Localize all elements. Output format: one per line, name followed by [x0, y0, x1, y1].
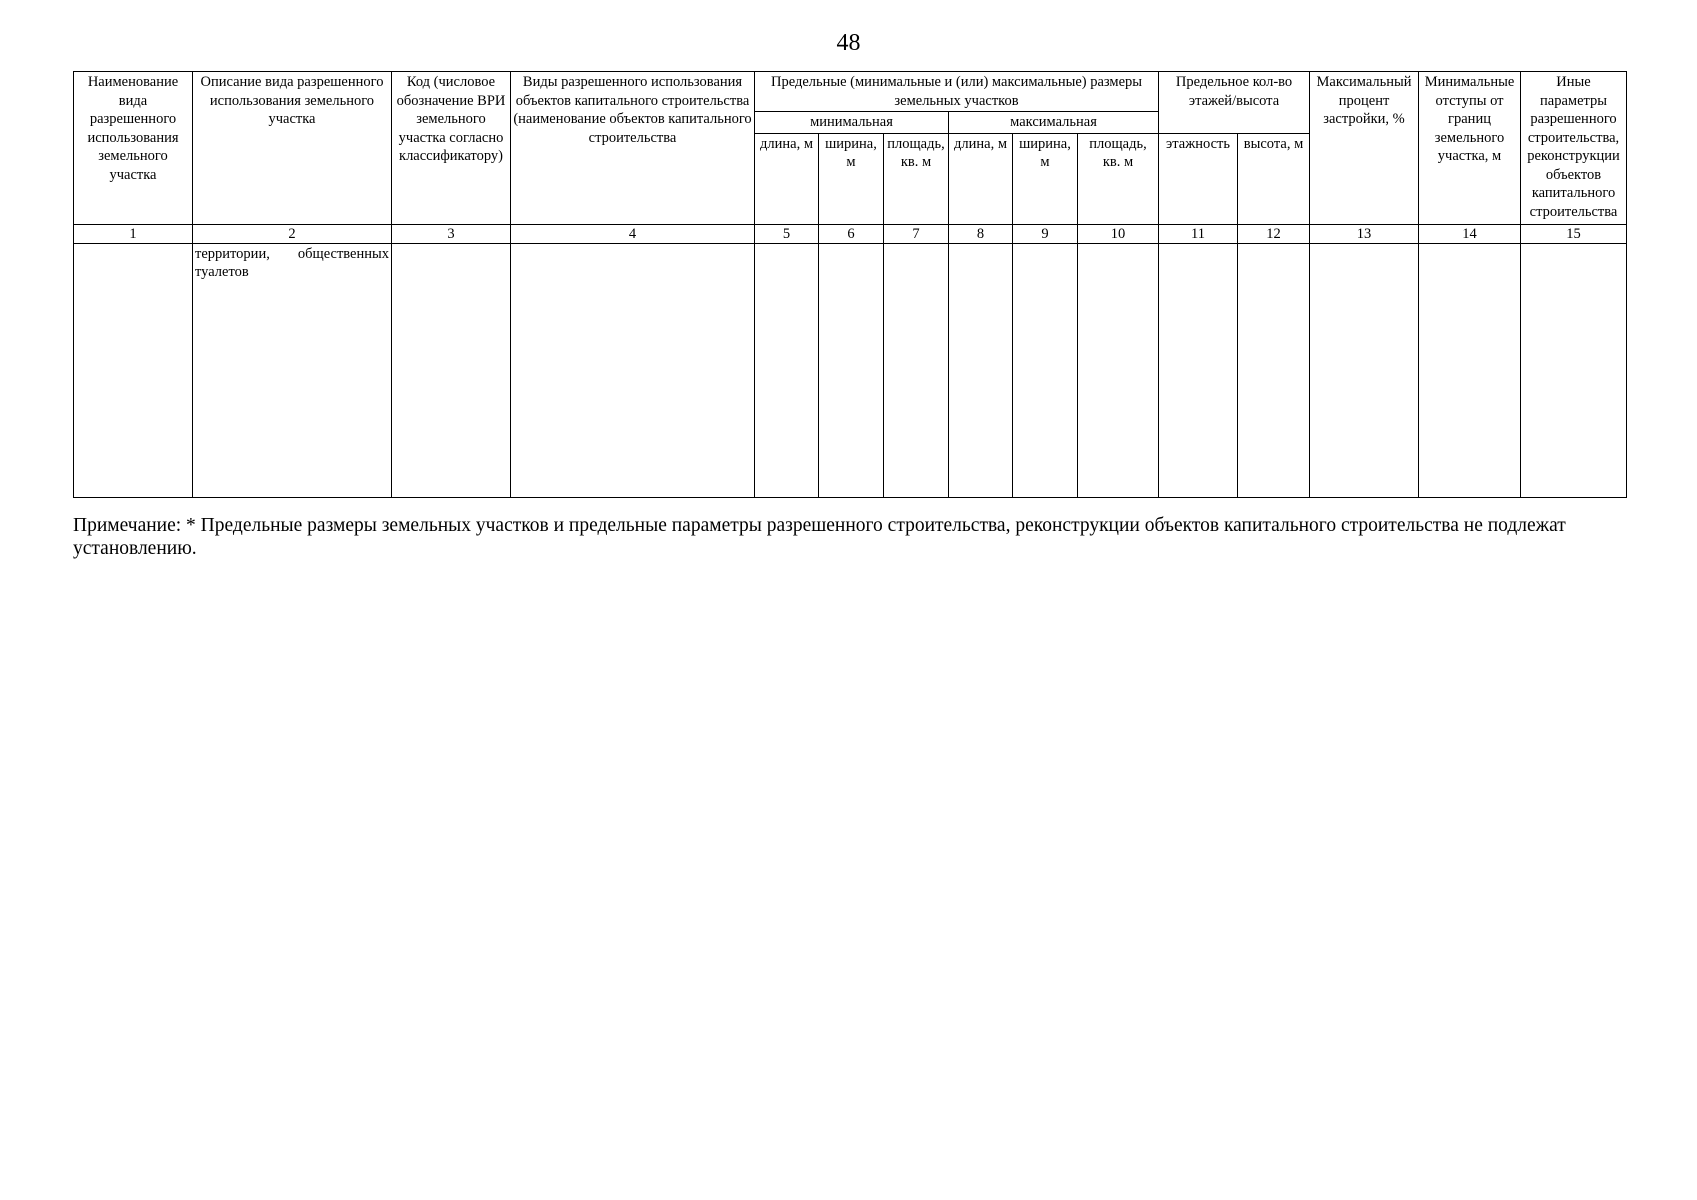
- cell-max-building-percent: [1310, 243, 1419, 497]
- cell-other-parameters: [1521, 243, 1627, 497]
- header-min-width: ширина, м: [819, 133, 884, 224]
- header-land-use-name: Наименование вида разрешенного использования земельного участка: [74, 72, 193, 225]
- column-number: 14: [1419, 224, 1521, 243]
- column-number: 5: [755, 224, 819, 243]
- header-max-building-percent: Максимальный процент застройки, %: [1310, 72, 1419, 225]
- column-numbers-row: [74, 224, 1627, 243]
- cell-min-area: [884, 243, 949, 497]
- column-number: 15: [1521, 224, 1627, 243]
- header-floors: этажность: [1159, 133, 1238, 224]
- cell-height: [1238, 243, 1310, 497]
- column-number: 7: [884, 224, 949, 243]
- header-other-parameters: Иные параметры разрешенного строительства, реконструкции объектов капитального строительства: [1521, 72, 1627, 225]
- column-number: 8: [949, 224, 1013, 243]
- header-floors-height-limits: Предельное кол-во этажей/высота: [1159, 72, 1310, 134]
- land-use-parameters-table: [73, 71, 1627, 498]
- header-row-1: [74, 72, 1627, 112]
- cell-land-use-name: [74, 243, 193, 497]
- cell-floors: [1159, 243, 1238, 497]
- cell-min-length: [755, 243, 819, 497]
- column-number: 1: [74, 224, 193, 243]
- column-number: 3: [392, 224, 511, 243]
- header-max-area: площадь, кв. м: [1078, 133, 1159, 224]
- column-number: 13: [1310, 224, 1419, 243]
- cell-capital-construction-uses: [511, 243, 755, 497]
- header-plot-size-limits: Предельные (минимальные и (или) максимальные) размеры земельных участков: [755, 72, 1159, 112]
- footnote: Примечание: * Предельные размеры земельных участков и предельные параметры разрешенного строительства, реконструкции объектов капитального строительства не подлежат установлению.: [73, 515, 1566, 559]
- column-number: 10: [1078, 224, 1159, 243]
- header-capital-construction-uses: Виды разрешенного использования объектов капитального строительства (наименование объектов капитального строительства: [511, 72, 755, 225]
- table-row: [74, 243, 1627, 497]
- header-maximum-group: максимальная: [949, 112, 1159, 134]
- column-number: 11: [1159, 224, 1238, 243]
- header-min-setbacks: Минимальные отступы от границ земельного участка, м: [1419, 72, 1521, 225]
- column-number: 9: [1013, 224, 1078, 243]
- header-min-area: площадь, кв. м: [884, 133, 949, 224]
- column-number: 4: [511, 224, 755, 243]
- cell-max-area: [1078, 243, 1159, 497]
- header-max-width: ширина, м: [1013, 133, 1078, 224]
- column-number: 12: [1238, 224, 1310, 243]
- cell-land-use-description: территории, общественных туалетов: [193, 243, 392, 497]
- cell-land-use-code: [392, 243, 511, 497]
- header-height: высота, м: [1238, 133, 1310, 224]
- header-max-length: длина, м: [949, 133, 1013, 224]
- header-land-use-description: Описание вида разрешенного использования земельного участка: [193, 72, 392, 225]
- header-min-length: длина, м: [755, 133, 819, 224]
- header-land-use-code: Код (числовое обозначение ВРИ земельного участка согласно классификатору): [392, 72, 511, 225]
- cell-max-length: [949, 243, 1013, 497]
- page-number: 48: [836, 30, 861, 56]
- column-number: 2: [193, 224, 392, 243]
- header-minimum-group: минимальная: [755, 112, 949, 134]
- cell-min-width: [819, 243, 884, 497]
- column-number: 6: [819, 224, 884, 243]
- cell-min-setbacks: [1419, 243, 1521, 497]
- cell-max-width: [1013, 243, 1078, 497]
